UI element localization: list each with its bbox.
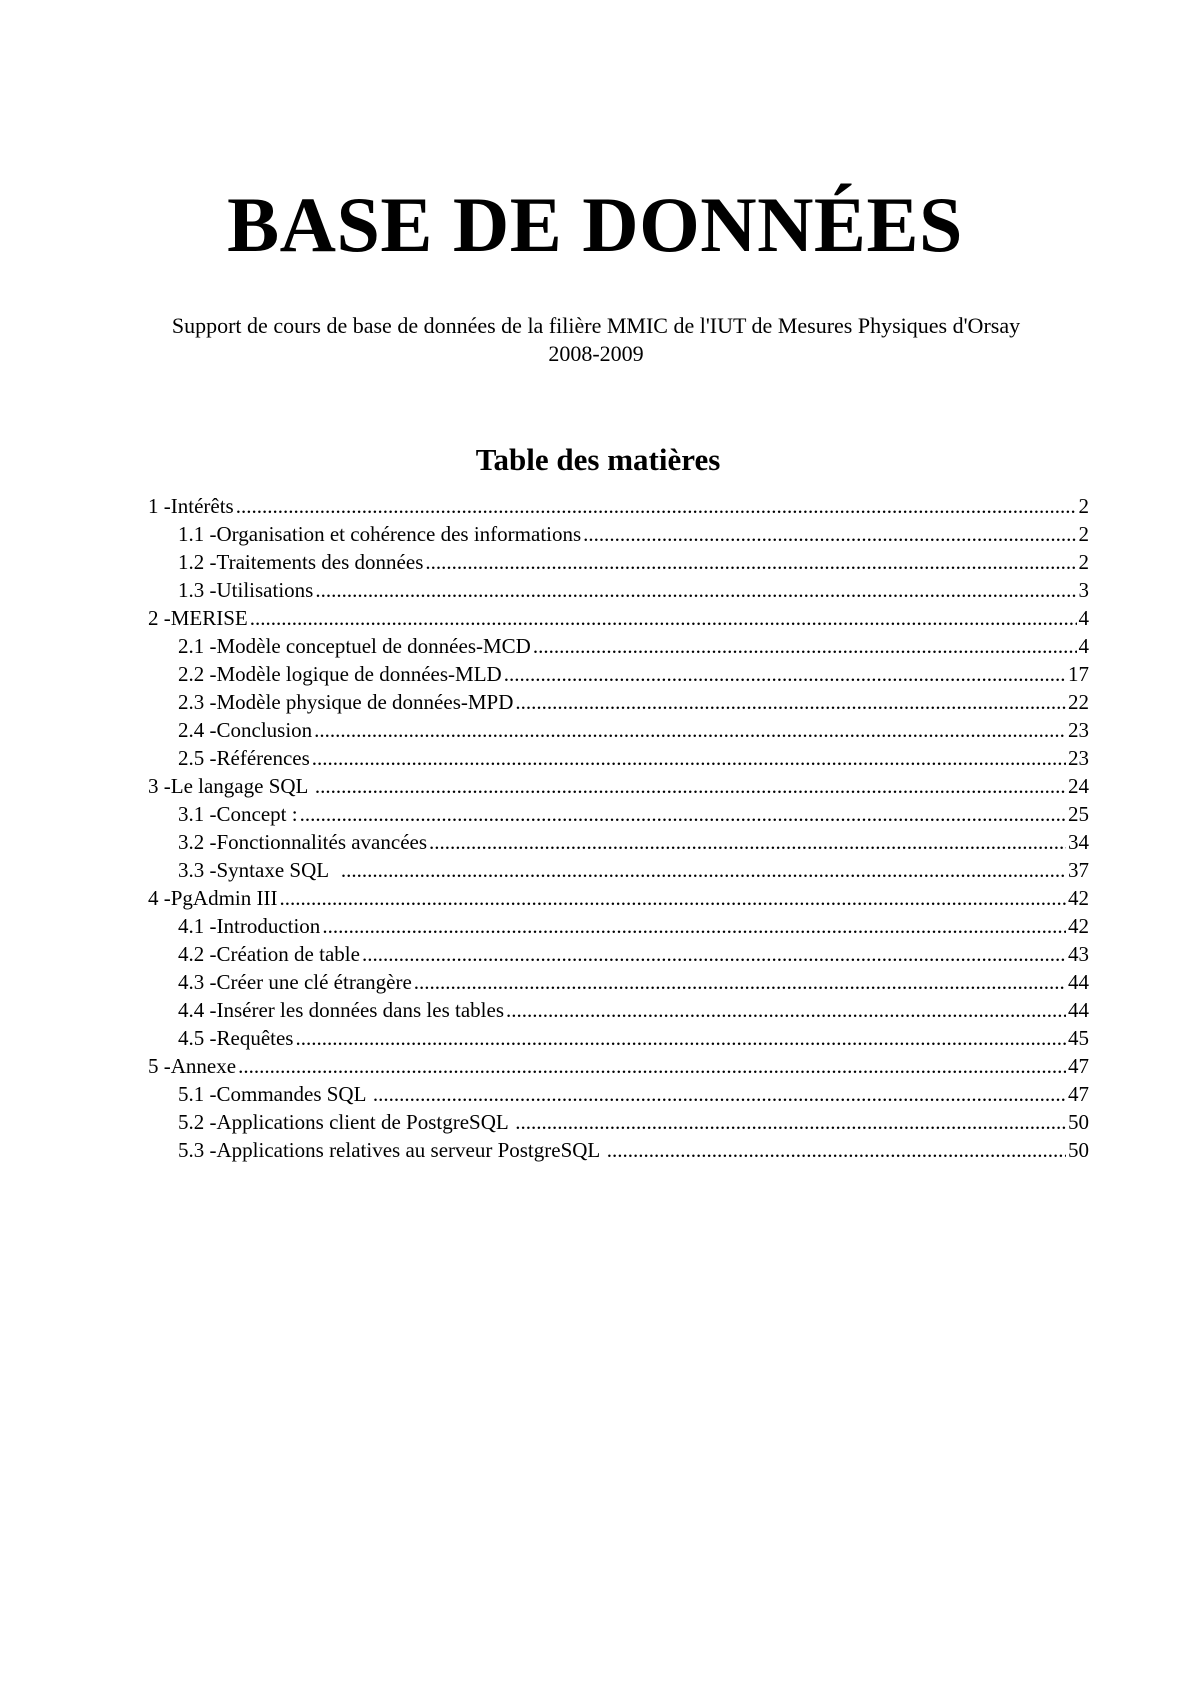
toc-entry[interactable] bbox=[148, 604, 1089, 632]
toc-entry-label: Syntaxe SQL bbox=[216, 858, 339, 882]
toc-dot-leader bbox=[414, 968, 1066, 996]
toc-entry-number: 2.1 - bbox=[178, 634, 217, 658]
toc-entry[interactable] bbox=[148, 548, 1089, 576]
toc-entry-page-number: 3 bbox=[1078, 578, 1089, 602]
toc-dot-leader bbox=[515, 1108, 1066, 1136]
toc-entry-page-number: 24 bbox=[1068, 774, 1089, 798]
document-subtitle bbox=[0, 312, 1200, 368]
toc-entry-page-number: 50 bbox=[1068, 1138, 1089, 1162]
toc-dot-leader bbox=[341, 856, 1066, 884]
toc-entry[interactable] bbox=[148, 940, 1089, 968]
toc-entry-page-number: 17 bbox=[1068, 662, 1089, 686]
toc-entry-label: Applications client de PostgreSQL bbox=[216, 1110, 514, 1134]
toc-entry-number: 1 - bbox=[148, 494, 171, 518]
toc-dot-leader bbox=[515, 688, 1066, 716]
toc-entry-label: Introduction bbox=[216, 914, 321, 938]
toc-entry-page-number: 47 bbox=[1068, 1082, 1089, 1106]
toc-dot-leader bbox=[425, 548, 1076, 576]
toc-entry[interactable] bbox=[148, 912, 1089, 940]
toc-dot-leader bbox=[315, 576, 1076, 604]
toc-entry[interactable] bbox=[148, 1080, 1089, 1108]
toc-dot-leader bbox=[373, 1080, 1066, 1108]
toc-entry[interactable] bbox=[148, 744, 1089, 772]
toc-entry-label: Références bbox=[216, 746, 310, 770]
toc-entry-page-number: 50 bbox=[1068, 1110, 1089, 1134]
toc-entry-number: 5.2 - bbox=[178, 1110, 217, 1134]
toc-entry-page-number: 44 bbox=[1068, 998, 1089, 1022]
toc-entry-label: Requêtes bbox=[216, 1026, 294, 1050]
toc-dot-leader bbox=[504, 660, 1066, 688]
toc-entry-number: 1.1 - bbox=[178, 522, 217, 546]
toc-dot-leader bbox=[362, 940, 1066, 968]
toc-entry-number: 2.5 - bbox=[178, 746, 217, 770]
toc-entry[interactable] bbox=[148, 688, 1089, 716]
toc-entry-number: 3.3 - bbox=[178, 858, 217, 882]
toc-entry-page-number: 22 bbox=[1068, 690, 1089, 714]
toc-entry-number: 4.5 - bbox=[178, 1026, 217, 1050]
toc-entry-number: 4.2 - bbox=[178, 942, 217, 966]
toc-entry-number: 4.3 - bbox=[178, 970, 217, 994]
toc-dot-leader bbox=[322, 912, 1066, 940]
toc-entry[interactable] bbox=[148, 856, 1089, 884]
toc-heading: Table des matières bbox=[475, 442, 721, 477]
toc-entry-page-number: 23 bbox=[1068, 718, 1089, 742]
toc-dot-leader bbox=[238, 1052, 1066, 1080]
toc-dot-leader bbox=[236, 492, 1077, 520]
toc-dot-leader bbox=[315, 772, 1066, 800]
toc-entry-label: Fonctionnalités avancées bbox=[216, 830, 428, 854]
toc-entry-number: 5.3 - bbox=[178, 1138, 217, 1162]
toc-dot-leader bbox=[583, 520, 1076, 548]
toc-entry-number: 5.1 - bbox=[178, 1082, 217, 1106]
toc-entry[interactable] bbox=[148, 968, 1089, 996]
toc-entry[interactable] bbox=[148, 520, 1089, 548]
toc-entry-label: Intérêts bbox=[170, 494, 234, 518]
toc-entry-label: Utilisations bbox=[216, 578, 314, 602]
toc-entry-page-number: 42 bbox=[1068, 914, 1089, 938]
toc-entry[interactable] bbox=[148, 800, 1089, 828]
toc-entry-number: 2 - bbox=[148, 606, 171, 630]
subtitle-line-year: 2008-2009 bbox=[548, 341, 644, 366]
toc-entry-label: Annexe bbox=[170, 1054, 237, 1078]
toc-entry-number: 3.2 - bbox=[178, 830, 217, 854]
toc-entry-number: 1.3 - bbox=[178, 578, 217, 602]
toc-entry[interactable] bbox=[148, 884, 1089, 912]
toc-entry[interactable] bbox=[148, 1024, 1089, 1052]
toc-entry-label: MERISE bbox=[170, 606, 248, 630]
toc-dot-leader bbox=[506, 996, 1066, 1024]
subtitle-line-course: Support de cours de base de données de la filière MMIC de l'IUT de Mesures Physiques d'Orsay bbox=[171, 313, 1021, 338]
toc-entry-number: 2.4 - bbox=[178, 718, 217, 742]
toc-entry-label: PgAdmin III bbox=[170, 886, 278, 910]
toc-entry-number: 1.2 - bbox=[178, 550, 217, 574]
toc-dot-leader bbox=[300, 800, 1066, 828]
toc-entry[interactable] bbox=[148, 660, 1089, 688]
toc-entry-label: Création de table bbox=[216, 942, 360, 966]
toc-entry-number: 4.1 - bbox=[178, 914, 217, 938]
toc-dot-leader bbox=[280, 884, 1067, 912]
toc-entry-number: 2.3 - bbox=[178, 690, 217, 714]
toc-entry-label: Organisation et cohérence des informations bbox=[216, 522, 582, 546]
toc-entry-page-number: 2 bbox=[1078, 522, 1089, 546]
toc-entry-page-number: 23 bbox=[1068, 746, 1089, 770]
toc-entry[interactable] bbox=[148, 716, 1089, 744]
toc-entry-page-number: 37 bbox=[1068, 858, 1089, 882]
toc-entry-page-number: 43 bbox=[1068, 942, 1089, 966]
toc-entry-page-number: 42 bbox=[1068, 886, 1089, 910]
toc-entry-label: Insérer les données dans les tables bbox=[216, 998, 504, 1022]
toc-dot-leader bbox=[607, 1136, 1066, 1164]
toc-entry[interactable] bbox=[148, 492, 1089, 520]
toc-entry-label: Applications relatives au serveur PostgreSQL bbox=[216, 1138, 605, 1162]
toc-entry-number: 4 - bbox=[148, 886, 171, 910]
toc-entry-page-number: 44 bbox=[1068, 970, 1089, 994]
toc-entry-label: Modèle conceptuel de données-MCD bbox=[216, 634, 531, 658]
toc-entry-label: Modèle logique de données-MLD bbox=[216, 662, 502, 686]
toc-dot-leader bbox=[533, 632, 1077, 660]
toc-entry-page-number: 25 bbox=[1068, 802, 1089, 826]
toc-dot-leader bbox=[250, 604, 1077, 632]
document-title: BASE DE DONNÉES bbox=[227, 181, 963, 268]
toc-entry[interactable] bbox=[148, 996, 1089, 1024]
toc-entry-label: Conclusion bbox=[216, 718, 313, 742]
toc-entry-label: Commandes SQL bbox=[216, 1082, 371, 1106]
toc-entry-label: Créer une clé étrangère bbox=[216, 970, 412, 994]
table-of-contents bbox=[148, 492, 1089, 1164]
toc-entry-page-number: 4 bbox=[1078, 606, 1089, 630]
toc-dot-leader bbox=[314, 716, 1066, 744]
toc-entry-number: 3.1 - bbox=[178, 802, 217, 826]
toc-entry-label: Traitements des données bbox=[216, 550, 424, 574]
toc-entry-page-number: 2 bbox=[1078, 550, 1089, 574]
toc-entry[interactable] bbox=[148, 1052, 1089, 1080]
toc-entry-label: Le langage SQL bbox=[170, 774, 313, 798]
toc-entry-label: Modèle physique de données-MPD bbox=[216, 690, 514, 714]
toc-dot-leader bbox=[429, 828, 1066, 856]
toc-entry-number: 3 - bbox=[148, 774, 171, 798]
toc-entry-page-number: 34 bbox=[1068, 830, 1089, 854]
toc-entry[interactable] bbox=[148, 576, 1089, 604]
toc-entry-label: Concept : bbox=[216, 802, 298, 826]
toc-dot-leader bbox=[312, 744, 1066, 772]
toc-dot-leader bbox=[295, 1024, 1066, 1052]
toc-entry[interactable] bbox=[148, 828, 1089, 856]
toc-entry-page-number: 4 bbox=[1078, 634, 1089, 658]
toc-entry-number: 4.4 - bbox=[178, 998, 217, 1022]
toc-entry[interactable] bbox=[148, 1108, 1089, 1136]
toc-entry-number: 5 - bbox=[148, 1054, 171, 1078]
toc-entry[interactable] bbox=[148, 1136, 1089, 1164]
toc-entry-number: 2.2 - bbox=[178, 662, 217, 686]
toc-entry-page-number: 2 bbox=[1078, 494, 1089, 518]
toc-entry-page-number: 45 bbox=[1068, 1026, 1089, 1050]
toc-entry[interactable] bbox=[148, 772, 1089, 800]
toc-entry-page-number: 47 bbox=[1068, 1054, 1089, 1078]
toc-entry[interactable] bbox=[148, 632, 1089, 660]
